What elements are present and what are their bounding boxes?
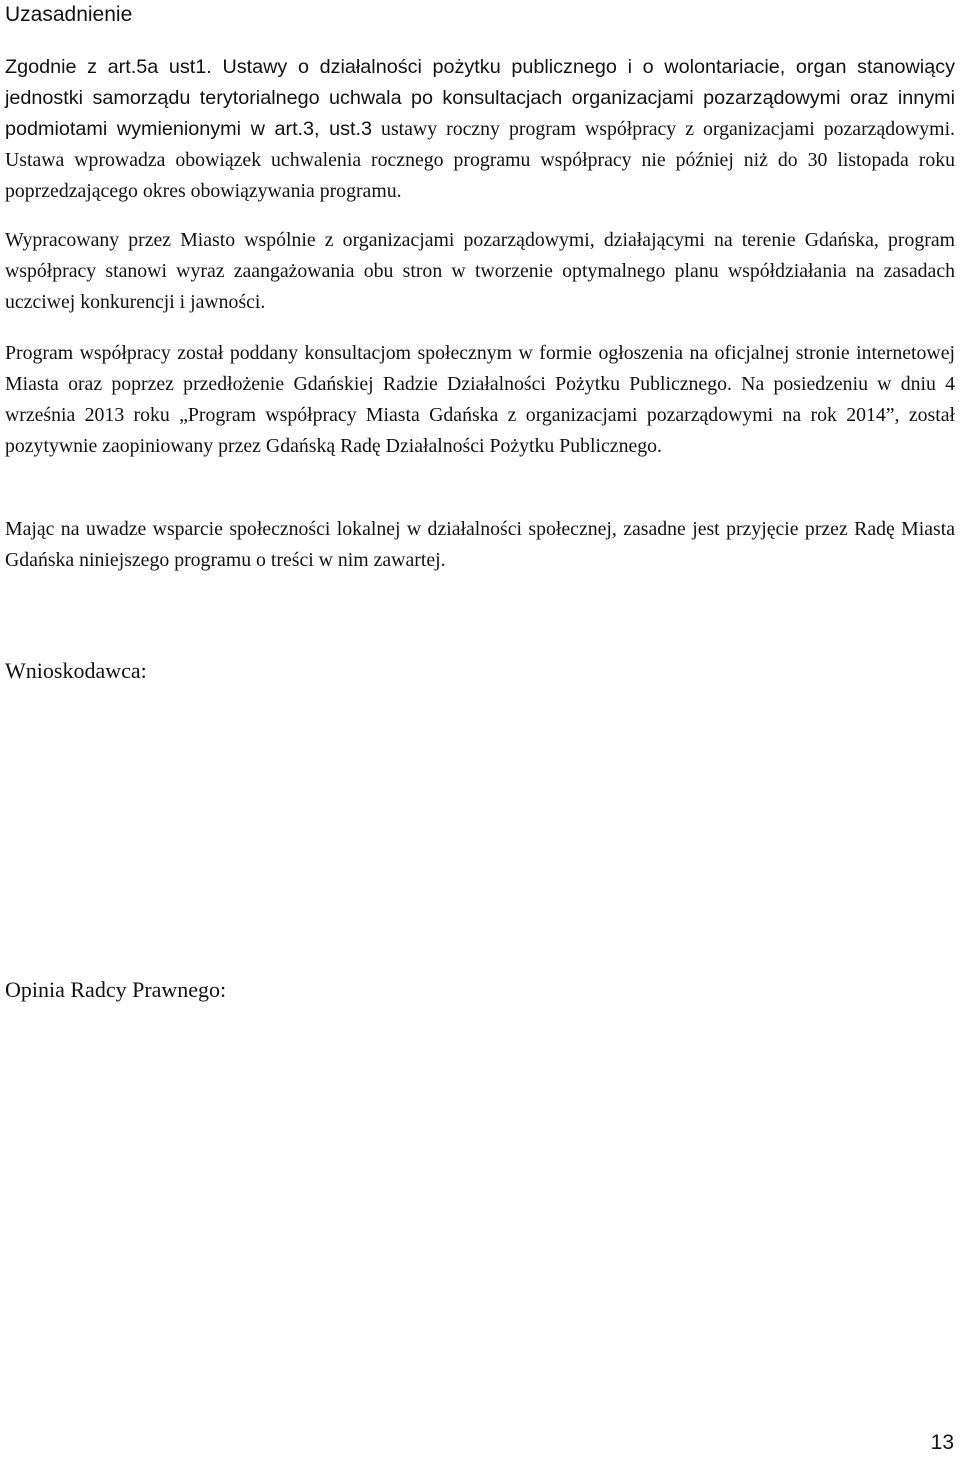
paragraph-legal-basis-serif-part: ustawy roczny program współpracy z organizacjami pozarządowymi. Ustawa wprowadza obowiązek uchwalenia rocznego programu współpracy nie później niż do 30 listopada roku poprzedzającego okres obowiązywania programu. — [5, 118, 956, 202]
paragraph-consultation: Program współpracy został poddany konsultacjom społecznym w formie ogłoszenia na oficjalnej stronie internetowej Miasta oraz poprzez przedłożenie Gdańskiej Radzie Działalności Pożytku Publicznego. Na posiedzeniu w dniu 4 września 2013 roku „Program współpracy Miasta Gdańska z organizacjami pozarządowymi na rok 2014”, został pozytywnie zaopiniowany przez Gdańską Radę Działalności Pożytku Publicznego. — [5, 342, 955, 457]
paragraph-legal-basis-sans-part: Zgodnie z art.5a ust1. Ustawy o działalności pożytku publicznego i o wolontariacie, organ stanowiący jednostki samorządu terytorialnego uchwala po konsultacjach organizacjami pozarządowymi oraz innymi podmiotami wymienionymi w art.3, ust.3 — [5, 56, 955, 140]
page-number: 13 — [930, 1431, 954, 1454]
legal-opinion-label: Opinia Radcy Prawnego: — [5, 977, 227, 1002]
paragraph-conclusion: Mając na uwadze wsparcie społeczności lokalnej w działalności społecznej, zasadne jest przyjęcie przez Radę Miasta Gdańska niniejszego programu o treści w nim zawartej. — [5, 518, 955, 571]
paragraph-legal-basis — [5, 52, 955, 207]
paragraph-program-description: Wypracowany przez Miasto wspólnie z organizacjami pozarządowymi, działającymi na terenie Gdańska, program współpracy stanowi wyraz zaangażowania obu stron w tworzenie optymalnego planu współdziałania na zasadach uczciwej konkurencji i jawności. — [5, 229, 955, 313]
applicant-label: Wnioskodawca: — [5, 658, 147, 683]
document-heading: Uzasadnienie — [5, 3, 133, 26]
